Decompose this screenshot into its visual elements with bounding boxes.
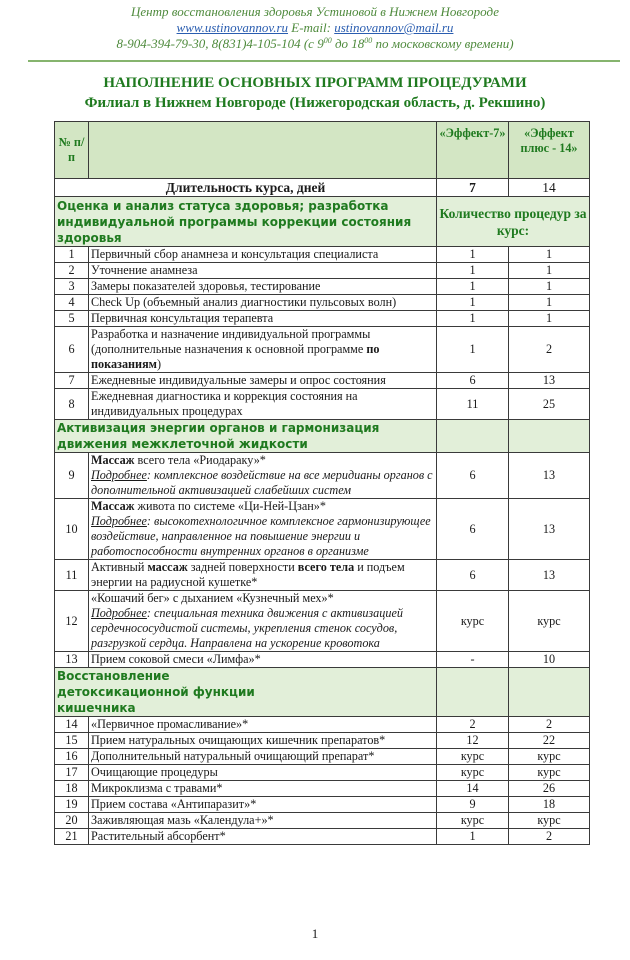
table-row [55, 797, 590, 813]
row-number: 20 [55, 813, 89, 829]
row-description: Первичный сбор анамнеза и консультация специалиста [89, 247, 437, 263]
header-divider [28, 60, 620, 62]
row-description: «Первичное промасливание»* [89, 717, 437, 733]
hours-suffix: по московскому времени) [372, 36, 514, 51]
row-effect7: 14 [437, 781, 509, 797]
row-number: 3 [55, 279, 89, 295]
row-effect7: курс [437, 749, 509, 765]
table-row [55, 749, 590, 765]
row-effect7: 1 [437, 327, 509, 373]
row-effect14: 2 [509, 327, 590, 373]
row-description: Прием состава «Антипаразит»* [89, 797, 437, 813]
hours-from-sup: 00 [323, 36, 332, 45]
table-row [55, 453, 590, 499]
duration-effect14: 14 [509, 179, 590, 197]
duration-effect7: 7 [437, 179, 509, 197]
row-effect7: 6 [437, 373, 509, 389]
row-description [89, 591, 437, 652]
org-name: Центр восстановления здоровья Устиновой в Нижнем Новгороде [131, 4, 499, 19]
row-effect7: 9 [437, 797, 509, 813]
row-description: Ежедневная диагностика и коррекция состояния на индивидуальных процедурах [89, 389, 437, 420]
table-row [55, 813, 590, 829]
row-effect14: 13 [509, 373, 590, 389]
row-effect14: 26 [509, 781, 590, 797]
row-effect14: 1 [509, 279, 590, 295]
row-number: 11 [55, 560, 89, 591]
row-bold-text: по показаниям [91, 342, 380, 371]
table-row [55, 652, 590, 668]
table-row [55, 311, 590, 327]
table-row [55, 295, 590, 311]
row-description: Заживляющая мазь «Календула+»* [89, 813, 437, 829]
row-number: 13 [55, 652, 89, 668]
row-effect14: 18 [509, 797, 590, 813]
duration-label: Длительность курса, дней [55, 179, 437, 197]
row-effect7: курс [437, 591, 509, 652]
table-row [55, 733, 590, 749]
row-description: Check Up (объемный анализ диагностики пульсовых волн) [89, 295, 437, 311]
row-number: 7 [55, 373, 89, 389]
hours-prefix: (с 9 [303, 36, 324, 51]
row-effect14: 1 [509, 295, 590, 311]
detail-text: : специальная техника движения с активизацией сердечнососудистой системы, укрепления стенок сосудов, разгрузкой сердца. Направлена на ускорение кровотока [91, 606, 403, 650]
section-header [55, 197, 590, 247]
table-row [55, 499, 590, 560]
detail-text: : комплексное воздействие на все меридианы органов с дополнительной активизацией слабейших систем [91, 468, 433, 497]
row-description [89, 499, 437, 560]
hours-mid: до 18 [331, 36, 365, 51]
row-effect14: 1 [509, 311, 590, 327]
row-effect7: 1 [437, 295, 509, 311]
row-effect7: 1 [437, 279, 509, 295]
row-effect14: 10 [509, 652, 590, 668]
row-description: Прием натуральных очищающих кишечник препаратов* [89, 733, 437, 749]
row-effect7: 11 [437, 389, 509, 420]
detail-label: Подробнее [91, 468, 147, 482]
row-number: 14 [55, 717, 89, 733]
section-header [55, 420, 590, 453]
row-detail [91, 514, 431, 558]
row-description [89, 560, 437, 591]
phones: 8-904-394-79-30, 8(831)4-105-104 [116, 36, 301, 51]
section-title: Активизация энергии органов и гармонизация движения межклеточной жидкости [55, 420, 437, 453]
row-number: 15 [55, 733, 89, 749]
row-effect14: курс [509, 765, 590, 781]
row-number: 18 [55, 781, 89, 797]
table-row [55, 327, 590, 373]
row-description: Очищающие процедуры [89, 765, 437, 781]
row-description [89, 327, 437, 373]
row-detail [91, 468, 433, 497]
email-label: E-mail: [291, 20, 331, 35]
table-row [55, 781, 590, 797]
quantity-label: Количество процедур за курс: [437, 197, 590, 247]
row-effect14: курс [509, 749, 590, 765]
email-link[interactable]: ustinovannov@mail.ru [334, 20, 454, 35]
row-effect7: - [437, 652, 509, 668]
row-effect7: 2 [437, 717, 509, 733]
program-table [54, 121, 590, 845]
row-text: и подъем энергии на радиусной кушетке* [91, 560, 405, 589]
table-row [55, 373, 590, 389]
phone-line [0, 36, 630, 52]
row-number: 12 [55, 591, 89, 652]
header-effect14: «Эффект плюс - 14» [509, 122, 590, 179]
row-effect7: курс [437, 813, 509, 829]
row-effect7: 1 [437, 247, 509, 263]
row-number: 16 [55, 749, 89, 765]
table-row [55, 279, 590, 295]
row-detail [91, 606, 403, 650]
section-empty-cell [437, 668, 509, 717]
row-description: Микроклизма с травами* [89, 781, 437, 797]
page-subtitle: Филиал в Нижнем Новгороде (Нижегородская область, д. Рекшино) [84, 95, 546, 111]
table-row [55, 263, 590, 279]
row-bold-text: Массаж [91, 453, 135, 467]
row-text-tail: ) [156, 357, 162, 371]
row-description [89, 453, 437, 499]
contact-line [0, 20, 630, 36]
row-number: 10 [55, 499, 89, 560]
header-num: № п/п [55, 122, 89, 179]
row-effect14: 1 [509, 263, 590, 279]
row-effect14: 2 [509, 717, 590, 733]
row-effect7: 1 [437, 829, 509, 845]
row-number: 8 [55, 389, 89, 420]
table-header-row [55, 122, 590, 179]
row-bold-text: Массаж [91, 499, 135, 513]
row-text: всего тела «Риодараку»* [134, 453, 266, 467]
row-effect7: 6 [437, 560, 509, 591]
section-empty-cell [509, 668, 590, 717]
detail-text: : высокотехнологичное комплексное гармонизирующее воздействие, направленное на повышение энергии и работоспособности внутренних органов в организме [91, 514, 431, 558]
row-text: живота по системе «Ци-Ней-Цзан»* [134, 499, 326, 513]
row-description: Растительный абсорбент* [89, 829, 437, 845]
row-description: Дополнительный натуральный очищающий препарат* [89, 749, 437, 765]
row-number: 4 [55, 295, 89, 311]
row-text: «Кошачий бег» с дыханием «Кузнечный мех»* [91, 591, 334, 605]
row-effect7: 12 [437, 733, 509, 749]
row-effect14: 13 [509, 560, 590, 591]
detail-label: Подробнее [91, 606, 147, 620]
header-effect7: «Эффект-7» [437, 122, 509, 179]
row-effect14: 22 [509, 733, 590, 749]
detail-label: Подробнее [91, 514, 147, 528]
row-description: Первичная консультация терапевта [89, 311, 437, 327]
row-number: 9 [55, 453, 89, 499]
row-effect14: курс [509, 591, 590, 652]
hours-to-sup: 00 [364, 36, 373, 45]
row-effect14: курс [509, 813, 590, 829]
section-title: Оценка и анализ статуса здоровья; разработка индивидуальной программы коррекции состояния здоровья [55, 197, 437, 247]
row-effect7: курс [437, 765, 509, 781]
row-bold-text: всего тела [297, 560, 355, 574]
row-effect7: 1 [437, 311, 509, 327]
row-number: 19 [55, 797, 89, 813]
table-row [55, 591, 590, 652]
row-description: Уточнение анамнеза [89, 263, 437, 279]
table-row [55, 829, 590, 845]
section-header [55, 668, 590, 717]
section-empty-cell [437, 420, 509, 453]
row-number: 17 [55, 765, 89, 781]
row-number: 21 [55, 829, 89, 845]
website-link[interactable]: www.ustinovannov.ru [176, 20, 289, 35]
page-number: 1 [311, 926, 319, 941]
row-number: 2 [55, 263, 89, 279]
row-number: 5 [55, 311, 89, 327]
table-row [55, 765, 590, 781]
table-row [55, 560, 590, 591]
table-row [55, 717, 590, 733]
row-text: Активный [91, 560, 148, 574]
row-effect14: 13 [509, 499, 590, 560]
duration-row [55, 179, 590, 197]
row-effect14: 13 [509, 453, 590, 499]
row-description: Ежедневные индивидуальные замеры и опрос состояния [89, 373, 437, 389]
row-effect7: 6 [437, 499, 509, 560]
row-description: Замеры показателей здоровья, тестирование [89, 279, 437, 295]
row-effect14: 25 [509, 389, 590, 420]
letterhead [0, 4, 630, 52]
page-title: НАПОЛНЕНИЕ ОСНОВНЫХ ПРОГРАММ ПРОЦЕДУРАМИ [103, 75, 527, 91]
row-text: задней поверхности [187, 560, 298, 574]
row-number: 1 [55, 247, 89, 263]
row-effect7: 6 [437, 453, 509, 499]
section-empty-cell [509, 420, 590, 453]
table-row [55, 389, 590, 420]
row-text: Разработка и назначение индивидуальной программы (дополнительные назначения к основной программе [91, 327, 371, 356]
header-description [89, 122, 437, 179]
section-title: Восстановление детоксикационной функции кишечника [55, 668, 437, 717]
table-row [55, 247, 590, 263]
row-number: 6 [55, 327, 89, 373]
row-bold-text: массаж [147, 560, 188, 574]
row-effect14: 1 [509, 247, 590, 263]
row-effect14: 2 [509, 829, 590, 845]
row-description: Прием соковой смеси «Лимфа»* [89, 652, 437, 668]
row-effect7: 1 [437, 263, 509, 279]
